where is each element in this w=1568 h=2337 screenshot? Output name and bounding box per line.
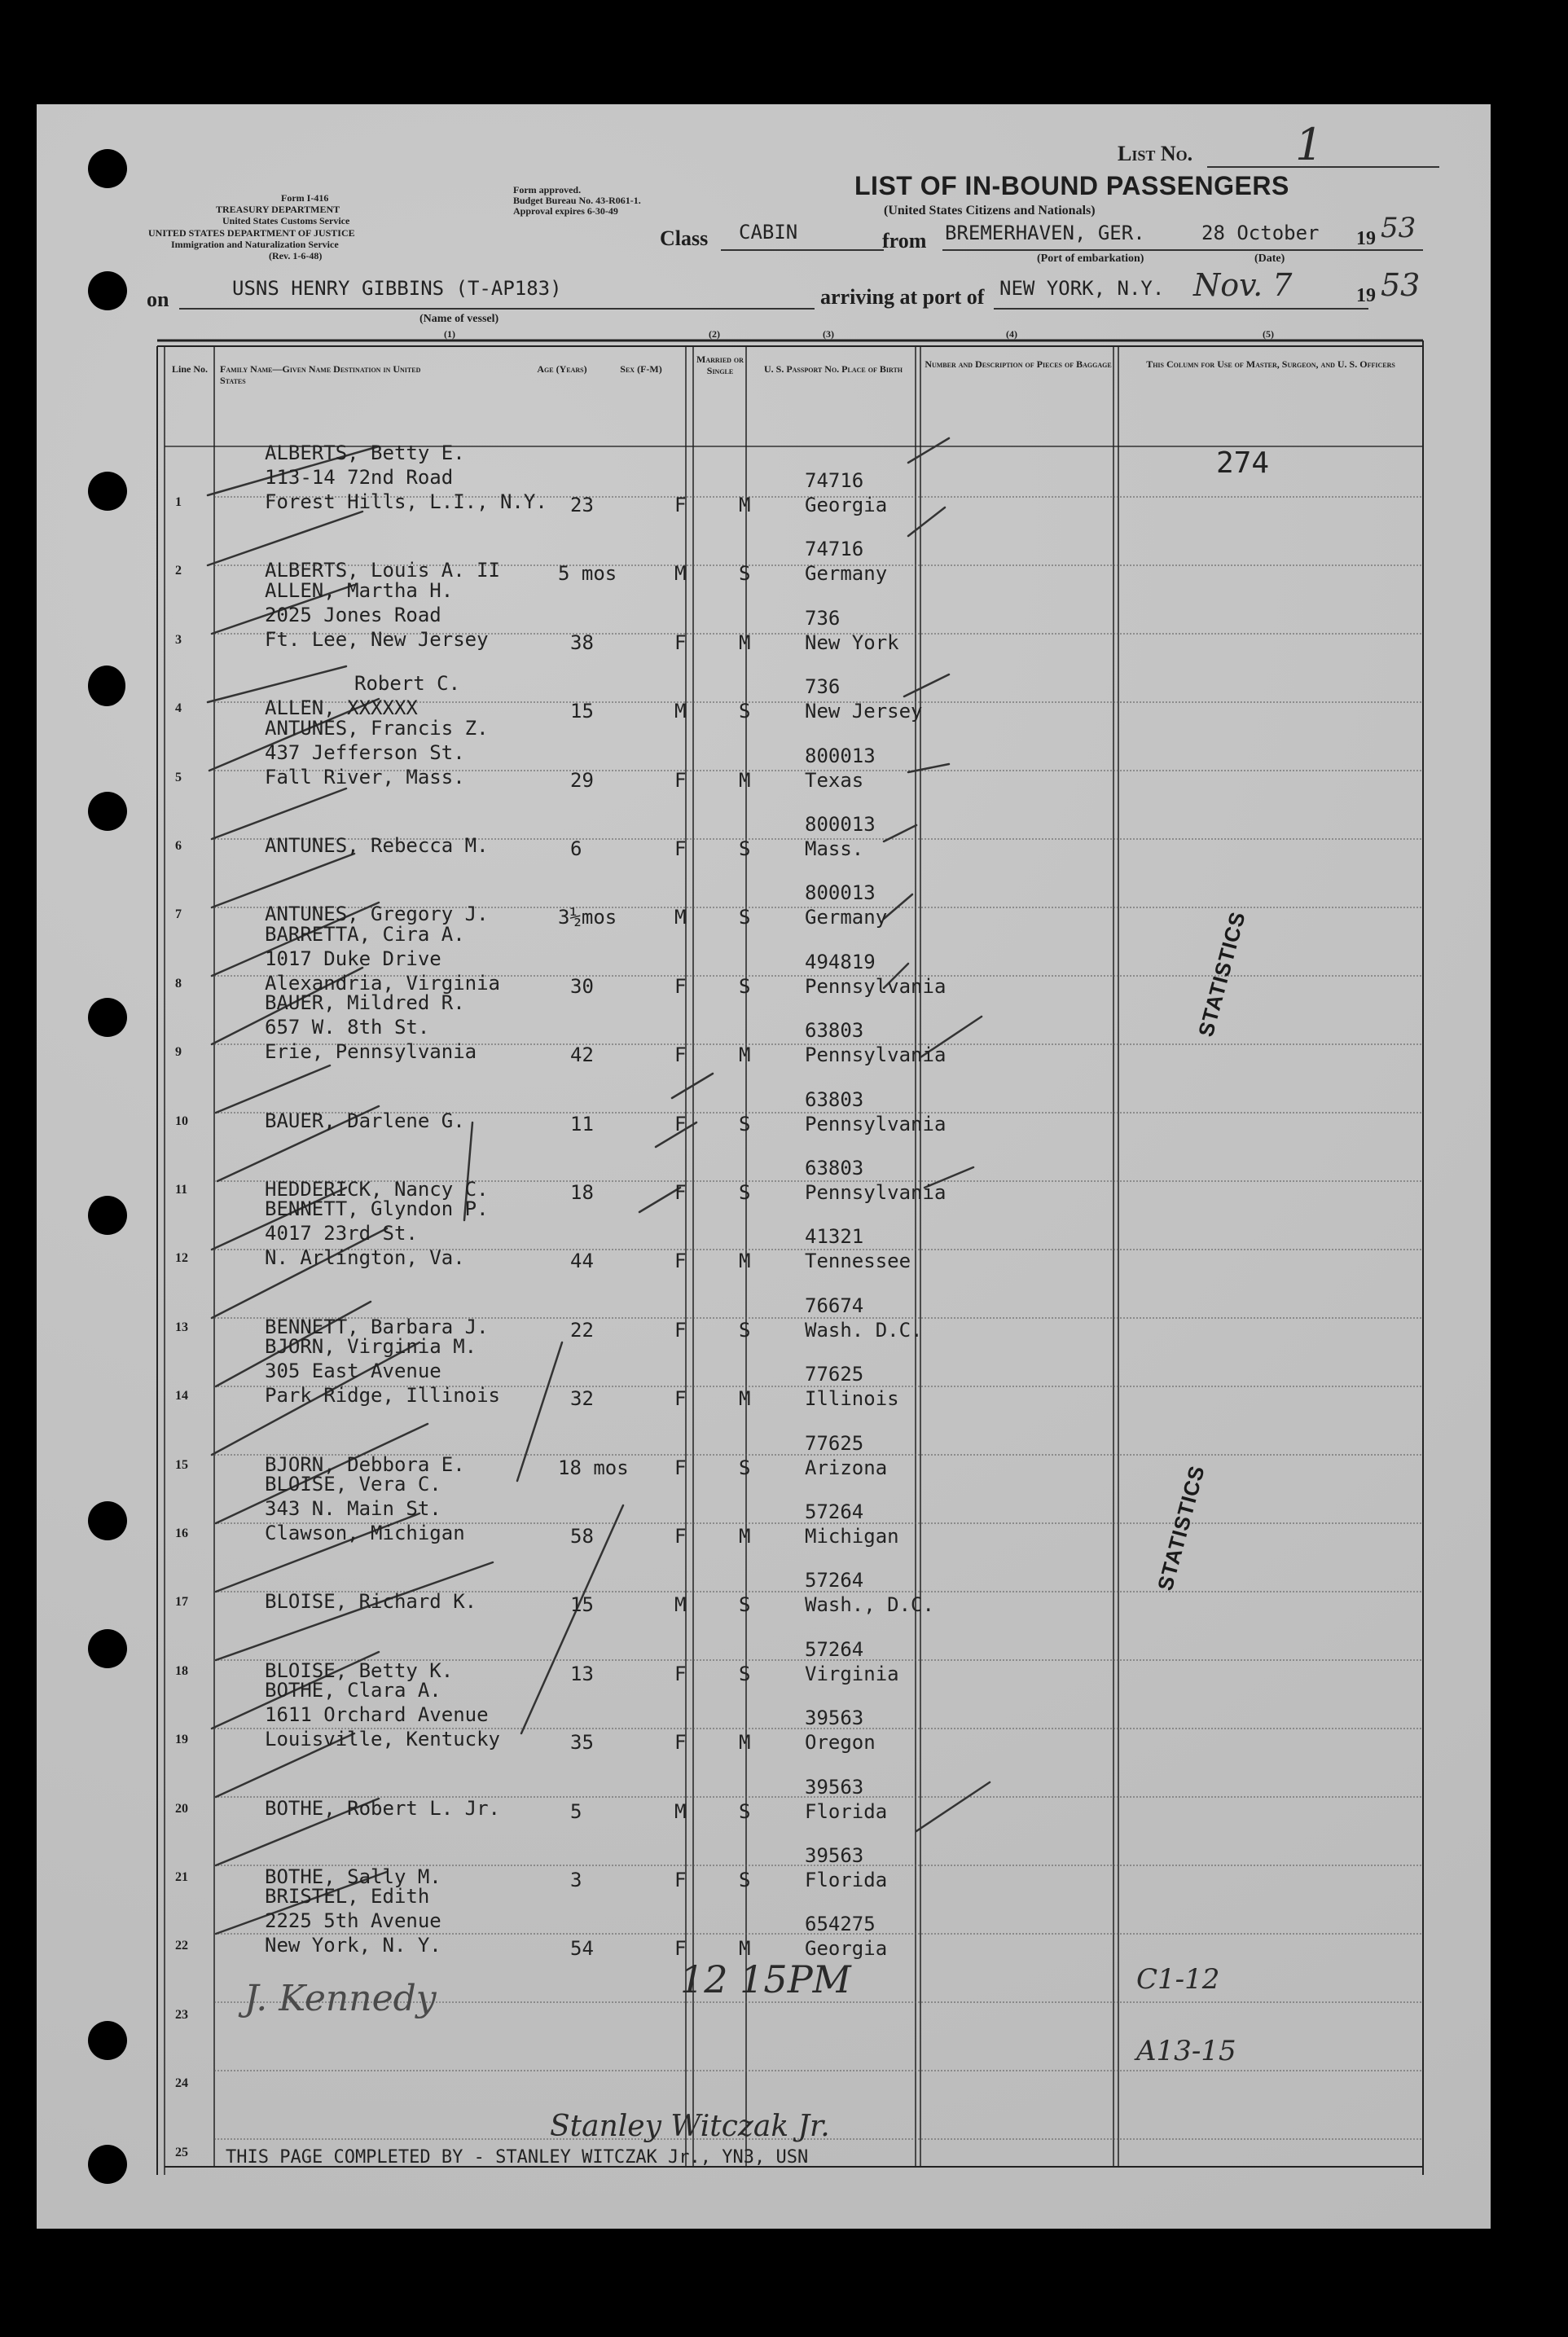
row-age: 29	[570, 768, 594, 792]
rev-label: (Rev. 1-6-48)	[269, 250, 323, 261]
signature-2: Stanley Witczak Jr.	[550, 2110, 830, 2143]
row-passport-number: 39563	[805, 1775, 864, 1799]
col-header-age: Age (Years)	[537, 363, 587, 375]
row-name-line: BJORN, Debbora E.	[265, 1452, 465, 1476]
on-label: on	[147, 288, 169, 311]
row-passport-number: 63803	[805, 1087, 864, 1111]
arriving-port: NEW YORK, N.Y.	[999, 277, 1165, 300]
date-value: 28 October	[1201, 222, 1320, 244]
row-passport-number: 39563	[805, 1844, 864, 1867]
row-passport-number: 736	[805, 606, 841, 630]
row-line-number: 25	[175, 2145, 188, 2159]
row-marital-status: S	[739, 1181, 751, 1204]
row-line-number: 13	[175, 1320, 188, 1334]
statistics-stamp-2: STATISTICS	[1153, 1462, 1210, 1593]
treasury-label: TREASURY DEPARTMENT	[216, 204, 340, 215]
row-marital-status: S	[739, 906, 751, 929]
row-name-line: Ft. Lee, New Jersey	[265, 627, 489, 651]
row-place-of-birth: Virginia	[805, 1662, 899, 1685]
row-place-of-birth: Wash., D.C.	[805, 1593, 934, 1617]
row-marital-status: M	[739, 1525, 751, 1548]
col-header-name: Family Name—Given Name Destination in United States	[220, 363, 421, 386]
doj-label: UNITED STATES DEPARTMENT OF JUSTICE	[148, 227, 355, 239]
row-sex: F	[674, 1043, 687, 1067]
row-passport-number: 76674	[805, 1294, 864, 1317]
row-name-line: 1611 Orchard Avenue	[265, 1703, 489, 1727]
row-name-line: 343 N. Main St.	[265, 1497, 441, 1520]
row-age: 18	[570, 1181, 594, 1204]
row-passport-number: 494819	[805, 950, 876, 973]
row-sex: F	[674, 1112, 687, 1136]
signature-1: J. Kennedy	[244, 1978, 437, 2019]
col-header-married: Married or Single	[696, 354, 744, 376]
row-sex: F	[674, 1662, 687, 1685]
row-place-of-birth: Florida	[805, 1799, 888, 1823]
hand-note-a: A13-15	[1136, 2035, 1236, 2067]
row-name-line: HEDDERICK, Nancy C.	[265, 1178, 489, 1201]
row-passport-number: 74716	[805, 538, 864, 561]
row-sex: M	[674, 1593, 687, 1617]
row-marital-status: S	[739, 1112, 751, 1136]
row-name-line: 2225 5th Avenue	[265, 1909, 441, 1933]
approval-line-3: Approval expires 6-30-49	[513, 205, 618, 217]
row-age: 13	[570, 1662, 594, 1685]
row-sex: F	[674, 1387, 687, 1411]
row-name-line: Forest Hills, L.I., N.Y.	[265, 490, 547, 513]
vessel-underline	[179, 308, 815, 310]
row-sex: M	[674, 700, 687, 723]
row-marital-status: M	[739, 1387, 751, 1411]
row-age: 30	[570, 974, 594, 998]
row-place-of-birth: Georgia	[805, 494, 888, 516]
col-number-3: (3)	[823, 328, 834, 340]
col-number-2: (2)	[709, 328, 720, 340]
row-name-line: ANTUNES, Gregory J.	[265, 903, 489, 926]
row-age: 11	[570, 1112, 594, 1136]
row-sex: F	[674, 1869, 687, 1891]
col-header-sex: Sex (F-M)	[620, 363, 662, 375]
row-age: 42	[570, 1043, 594, 1067]
row-marital-status: S	[739, 1318, 751, 1342]
row-name-line: BENNETT, Glyndon P.	[265, 1197, 489, 1221]
approval-line-2: Budget Bureau No. 43-R061-1.	[513, 195, 641, 206]
row-name-line: BAUER, Darlene G.	[265, 1109, 465, 1132]
row-marital-status: M	[739, 630, 751, 654]
row-age: 3½mos	[558, 906, 617, 929]
row-sex: F	[674, 630, 687, 654]
row-age: 54	[570, 1937, 594, 1961]
row-passport-number: 77625	[805, 1431, 864, 1455]
row-age: 15	[570, 1593, 594, 1617]
row-line-number: 4	[175, 701, 182, 716]
col-header-baggage: Number and Description of Pieces of Baggage	[925, 358, 1112, 370]
manifest-sheet	[37, 104, 1491, 2229]
row-name-line: ANTUNES, Rebecca M.	[265, 834, 489, 857]
row-name-line: BENNETT, Barbara J.	[265, 1315, 489, 1338]
arriving-label: arriving at port of	[820, 285, 985, 309]
row-place-of-birth: Texas	[805, 768, 864, 792]
row-place-of-birth: Oregon	[805, 1731, 876, 1755]
class-value: CABIN	[739, 221, 798, 244]
col-header-passport: U. S. Passport No. Place of Birth	[763, 363, 903, 375]
row-name-line: 113-14 72nd Road	[265, 466, 454, 489]
row-passport-number: 41321	[805, 1225, 864, 1249]
row-age: 5	[570, 1799, 582, 1823]
row-sex: M	[674, 1799, 687, 1823]
row-name-line: Fall River, Mass.	[265, 765, 465, 789]
row-line-number: 11	[175, 1183, 188, 1197]
class-underline	[721, 249, 884, 251]
row-sex: M	[674, 906, 687, 929]
arrival-date-hand: Nov. 7	[1193, 267, 1293, 303]
row-sex: F	[674, 1318, 687, 1342]
row-passport-number: 63803	[805, 1157, 864, 1179]
row-line-number: 20	[175, 1801, 188, 1816]
row-name-line: 1017 Duke Drive	[265, 947, 441, 970]
row-place-of-birth: New York	[805, 630, 899, 654]
row-marital-status: M	[739, 494, 751, 516]
row-name-line: BOTHE, Robert L. Jr.	[265, 1796, 500, 1820]
row-passport-number: 74716	[805, 469, 864, 492]
row-sex: F	[674, 1181, 687, 1204]
row-line-number: 23	[175, 2007, 188, 2022]
row-name-line: BOTHE, Sally M.	[265, 1865, 441, 1888]
row-place-of-birth: Michigan	[805, 1525, 899, 1548]
page-title: LIST OF IN-BOUND PASSENGERS	[854, 171, 1289, 200]
row-name-line: 657 W. 8th St.	[265, 1016, 430, 1039]
row-name-line: 305 East Avenue	[265, 1360, 441, 1383]
row-passport-number: 57264	[805, 1637, 864, 1661]
row-marital-status: S	[739, 1593, 751, 1617]
row-place-of-birth: Pennsylvania	[805, 974, 947, 998]
row-name-line: 437 Jefferson St.	[265, 740, 465, 764]
row-name-line: BLOISE, Richard K.	[265, 1590, 477, 1614]
row-place-of-birth: Mass.	[805, 837, 864, 860]
row-name-line: BLOISE, Betty K.	[265, 1658, 454, 1682]
row-sex: F	[674, 974, 687, 998]
row-sex: F	[674, 1731, 687, 1755]
row-age: 38	[570, 630, 594, 654]
row-line-number: 18	[175, 1663, 188, 1678]
row-name-line: BLOISE, Vera C.	[265, 1473, 441, 1496]
row-passport-number: 57264	[805, 1500, 864, 1523]
from-label: from	[882, 229, 927, 253]
approval-line-1: Form approved.	[513, 184, 582, 195]
row-passport-number: 39563	[805, 1707, 864, 1730]
page-subtitle: (United States Citizens and Nationals)	[884, 204, 1096, 217]
row-line-number: 17	[175, 1595, 188, 1610]
port-caption: (Port of embarkation)	[1037, 253, 1144, 265]
row-name-line: ALBERTS, Louis A. II	[265, 559, 500, 582]
row-age: 22	[570, 1318, 594, 1342]
punch-hole	[88, 2145, 127, 2184]
row-name-line: BAUER, Mildred R.	[265, 991, 465, 1015]
row-place-of-birth: Illinois	[805, 1387, 899, 1411]
row-line-number: 16	[175, 1527, 188, 1540]
row-age: 32	[570, 1387, 594, 1411]
row-place-of-birth: Wash. D.C.	[805, 1318, 923, 1342]
row-name-line: ALLEN, XXXXXX	[265, 696, 418, 720]
row-sex: F	[674, 1525, 687, 1548]
row-sex: F	[674, 1937, 687, 1961]
customs-label: United States Customs Service	[222, 215, 350, 226]
row-passport-number: 77625	[805, 1363, 864, 1386]
row-name-line: New York, N. Y.	[265, 1934, 441, 1957]
row-passport-number: 736	[805, 675, 841, 699]
row-marital-status: M	[739, 1250, 751, 1273]
punch-hole	[88, 1629, 127, 1668]
row-age: 44	[570, 1250, 594, 1273]
row-passport-number: 654275	[805, 1913, 876, 1936]
row-age: 23	[570, 494, 594, 516]
row-passport-number: 800013	[805, 813, 876, 836]
row-name-line: BARRETTA, Cira A.	[265, 922, 465, 946]
col-number-5: (5)	[1263, 328, 1274, 340]
row-name-line: 4017 23rd St.	[265, 1222, 418, 1245]
row-sex: F	[674, 1456, 687, 1479]
row-place-of-birth: Florida	[805, 1869, 888, 1891]
row-line-number: 6	[175, 839, 182, 853]
row-sex: F	[674, 1250, 687, 1273]
row-passport-number: 57264	[805, 1569, 864, 1592]
row-place-of-birth: Georgia	[805, 1937, 888, 1961]
row-place-of-birth: New Jersey	[805, 700, 923, 723]
ins-label: Immigration and Naturalization Service	[171, 239, 339, 250]
punch-hole	[88, 472, 127, 511]
row-marital-status: S	[739, 837, 751, 860]
row-marital-status: M	[739, 1043, 751, 1067]
row-passport-number: 800013	[805, 881, 876, 905]
row-marital-status: S	[739, 1456, 751, 1479]
table-grid-lines	[37, 104, 1491, 2229]
row-name-line: Robert C.	[354, 672, 461, 696]
row-name-line: BOTHE, Clara A.	[265, 1679, 441, 1702]
from-underline	[942, 249, 1423, 251]
list-no-value: 1	[1295, 119, 1324, 170]
row-age: 58	[570, 1525, 594, 1548]
row-name-line: ALLEN, Martha H.	[265, 578, 454, 602]
list-no-label: List No.	[1118, 142, 1193, 165]
row-line-number: 9	[175, 1045, 182, 1060]
arriving-underline	[994, 308, 1368, 310]
officer-number: 274	[1216, 446, 1270, 480]
col-header-officers: This Column for Use of Master, Surgeon, and U. S. Officers	[1146, 358, 1395, 370]
year-value: 53	[1381, 212, 1416, 244]
punch-hole	[88, 666, 125, 706]
row-name-line: BRISTEL, Edith	[265, 1885, 430, 1909]
row-line-number: 1	[175, 495, 182, 509]
row-sex: F	[674, 837, 687, 860]
row-sex: M	[674, 562, 687, 586]
punch-hole	[88, 1196, 127, 1235]
row-place-of-birth: Germany	[805, 906, 888, 929]
row-place-of-birth: Tennessee	[805, 1250, 911, 1273]
form-number: Form I-416	[281, 192, 329, 204]
col-number-1: (1)	[444, 328, 455, 340]
row-line-number: 7	[175, 907, 182, 922]
row-place-of-birth: Pennsylvania	[805, 1043, 947, 1067]
hand-note-c: C1-12	[1136, 1963, 1220, 1996]
year-prefix: 19	[1356, 228, 1376, 249]
row-marital-status: S	[739, 700, 751, 723]
row-marital-status: M	[739, 1731, 751, 1755]
row-line-number: 19	[175, 1733, 188, 1747]
row-line-number: 2	[175, 564, 182, 578]
row-age: 5 mos	[558, 562, 617, 586]
col-number-4: (4)	[1006, 328, 1017, 340]
row-marital-status: S	[739, 562, 751, 586]
row-passport-number: 800013	[805, 744, 876, 767]
row-place-of-birth: Pennsylvania	[805, 1181, 947, 1204]
punch-hole	[88, 792, 127, 831]
row-name-line: N. Arlington, Va.	[265, 1246, 465, 1270]
row-sex: F	[674, 494, 687, 516]
statistics-stamp-1: STATISTICS	[1193, 908, 1250, 1039]
vessel-caption: (Name of vessel)	[419, 313, 499, 325]
from-value: BREMERHAVEN, GER.	[945, 222, 1145, 244]
row-name-line: BJORN, Virginia M.	[265, 1335, 477, 1359]
row-sex: F	[674, 768, 687, 792]
row-line-number: 12	[175, 1251, 188, 1266]
row-line-number: 10	[175, 1114, 188, 1128]
vessel-value: USNS HENRY GIBBINS (T-AP183)	[232, 277, 562, 300]
row-line-number: 21	[175, 1870, 188, 1884]
row-line-number: 5	[175, 770, 182, 784]
punch-hole	[88, 149, 127, 188]
punch-hole	[88, 998, 127, 1037]
row-marital-status: S	[739, 1799, 751, 1823]
class-label: Class	[660, 226, 709, 250]
arrival-year-prefix: 19	[1356, 285, 1376, 306]
punch-hole	[88, 1501, 127, 1540]
col-header-line: Line No.	[171, 363, 208, 375]
row-age: 35	[570, 1731, 594, 1755]
row-name-line: Alexandria, Virginia	[265, 971, 500, 995]
row-marital-status: M	[739, 768, 751, 792]
row-place-of-birth: Arizona	[805, 1456, 888, 1479]
row-name-line: ANTUNES, Francis Z.	[265, 716, 489, 740]
row-line-number: 14	[175, 1389, 188, 1404]
row-line-number: 24	[175, 2076, 188, 2091]
row-age: 18 mos	[558, 1456, 629, 1479]
row-marital-status: S	[739, 974, 751, 998]
row-name-line: Erie, Pennsylvania	[265, 1040, 477, 1064]
row-place-of-birth: Germany	[805, 562, 888, 586]
row-line-number: 8	[175, 976, 182, 991]
date-caption: (Date)	[1254, 253, 1285, 265]
arrival-year-hand: 53	[1381, 267, 1421, 303]
row-name-line: Clawson, Michigan	[265, 1522, 465, 1544]
row-passport-number: 63803	[805, 1019, 864, 1043]
list-no-underline	[1207, 152, 1439, 168]
row-age: 15	[570, 700, 594, 723]
row-name-line: Park Ridge, Illinois	[265, 1384, 500, 1408]
row-line-number: 22	[175, 1939, 188, 1953]
row-name-line: ALBERTS, Betty E.	[265, 441, 465, 464]
row-marital-status: M	[739, 1937, 751, 1961]
punch-hole	[88, 2021, 127, 2060]
row-name-line: Louisville, Kentucky	[265, 1728, 500, 1751]
row-place-of-birth: Pennsylvania	[805, 1112, 947, 1136]
hand-time: 12 15PM	[680, 1957, 851, 2001]
punch-hole	[88, 271, 127, 310]
row-line-number: 3	[175, 632, 182, 647]
row-marital-status: S	[739, 1869, 751, 1891]
row-line-number: 15	[175, 1457, 188, 1472]
completed-by: THIS PAGE COMPLETED BY - STANLEY WITCZAK Jr., YN3, USN	[226, 2147, 809, 2168]
row-marital-status: S	[739, 1662, 751, 1685]
row-age: 6	[570, 837, 582, 860]
row-age: 3	[570, 1869, 582, 1891]
row-name-line: 2025 Jones Road	[265, 603, 441, 626]
